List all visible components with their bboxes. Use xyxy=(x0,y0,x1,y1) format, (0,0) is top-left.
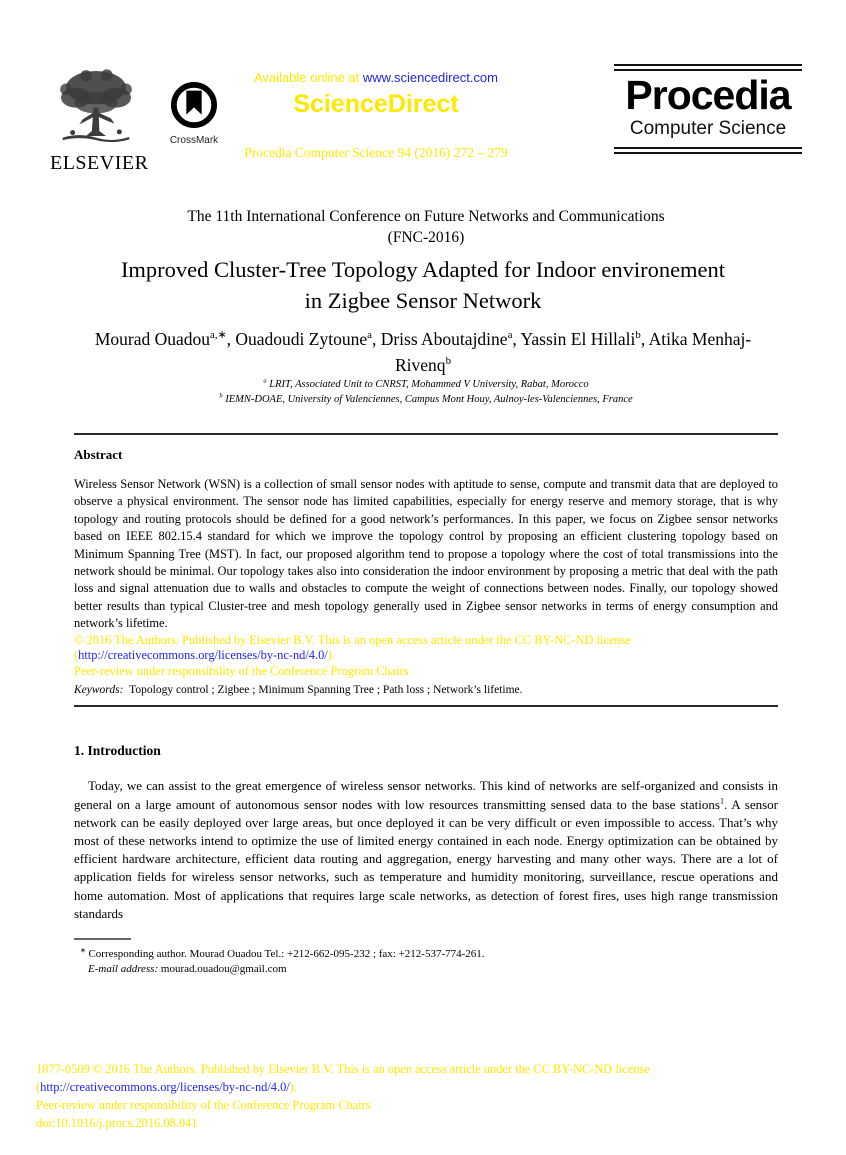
footnote-block xyxy=(74,938,778,977)
footnote-marker: ∗ xyxy=(80,947,86,955)
conference-line2: (FNC-2016) xyxy=(387,229,465,246)
elsevier-tree-icon xyxy=(54,133,138,150)
journal-citation-line: Procedia Computer Science 94 (2016) 272 – 279 xyxy=(244,145,508,160)
license-paren-close: ). xyxy=(327,648,335,663)
license-line3: Peer-review under responsibility of the Conference Program Chairs xyxy=(74,663,409,678)
footer-block xyxy=(36,1060,796,1132)
crossmark-badge[interactable] xyxy=(165,82,223,146)
footer-doi: doi:10.1016/j.procs.2016.08.041 xyxy=(36,1116,198,1130)
sciencedirect-logo: ScienceDirect xyxy=(293,90,459,118)
affiliation-list: $^a$ LRIT, Associated Unit to CNRST, Mohammed V University, Rabat, Morocco $^b$ IEMN-DOAE, University of Valenciennes, Campus Mont Houy, Aulnoy-les-Valenciennes, France xyxy=(219,377,633,405)
elsevier-logo xyxy=(50,66,149,175)
footer-license-line xyxy=(36,1078,796,1096)
divider-below-keywords xyxy=(74,705,778,707)
keywords-label: Keywords: xyxy=(74,684,124,697)
license-paren-open: ( xyxy=(74,648,79,663)
email-line xyxy=(74,962,778,977)
procedia-logo-title: Procedia xyxy=(625,72,791,118)
crossmark-icon xyxy=(171,115,217,132)
abstract-text: Wireless Sensor Network (WSN) is a collection of small sensor nodes with aptitude to sense, compute and transmit data that are deployed to observe a physical environment. The sensor node has limited capabilities, especially for energy reserve and memory storage, that is why topology and routing protocols should be defined for a good network’s performances. In this paper, we focus on Zigbee sensor networks based on IEEE 802.15.4 standard for which we improve the topology control by proposing an efficient clustering topology based on Minimum Spanning Tree (MST). In fact, our proposed algorithm tend to propose a topology where the cost of total transmissions into the network should be minimal. Our topology takes also into consideration the indoor environment by proposing a metric that deal with the path loss and signal attenuation due to walls and obstacles to compute the weight of connections between nodes. Finally, our topology showed better results than typical Cluster-tree and mesh topology generally used in Zigbee sensor networks in terms of energy consumption and network’s lifetime. xyxy=(74,477,778,631)
procedia-logo-subtitle: Computer Science xyxy=(629,118,787,140)
divider-above-abstract xyxy=(74,433,778,435)
introduction-heading: 1. Introduction xyxy=(74,743,161,759)
license-line1: © 2016 The Authors. Published by Elsevier B.V. This is an open access article under the CC BY-NC-ND license xyxy=(74,632,631,647)
header-center xyxy=(228,70,524,161)
paper-title-line1: Improved Cluster-Tree Topology Adapted for Indoor environement xyxy=(120,257,726,282)
conference-title xyxy=(74,206,778,248)
sciencedirect-link[interactable]: www.sciencedirect.com xyxy=(362,70,498,85)
intro-text-after-ref: . A sensor network can be easily deployed over large areas, but once deployed it can be very difficult or even impossible to access. That’s why most of these networks intend to optimize the use of limited energy contained in each node. Energy optimization can be obtained by efficient hardware architecture, efficient data routing and aggregation, energy harvesting and many other ways. There are a lot of application fields for wireless sensor networks, such as temperature and humidity monitoring, surveillance, rescue operations and home automation. Most of applications that requires large scale networks, as detection of forest fires, uses high range transmission standards xyxy=(74,796,779,921)
footer-paren-close: ). xyxy=(289,1080,297,1094)
email-label: E-mail address: xyxy=(88,963,159,975)
footnote-reference[interactable]: 1 xyxy=(719,796,724,806)
paper-title-line2: in Zigbee Sensor Network xyxy=(304,288,542,313)
crossmark-label: CrossMark xyxy=(169,135,219,146)
available-online-text: Available online at xyxy=(253,70,363,85)
elsevier-logo-text: ELSEVIER xyxy=(50,152,149,174)
footnote-rule xyxy=(74,938,131,940)
email-address: mourad.ouadou@gmail.com xyxy=(158,963,287,975)
keywords-text: Topology control ; Zigbee ; Minimum Spanning Tree ; Path loss ; Network’s lifetime. xyxy=(129,684,523,697)
corresponding-author-text: Corresponding author. Mourad Ouadou Tel.: +212-662-095-232 ; fax: +212-537-774-261. xyxy=(85,948,485,960)
conference-line1: The 11th International Conference on Future Networks and Communications xyxy=(187,208,665,225)
procedia-bottom-rules xyxy=(614,147,802,154)
keywords-line xyxy=(74,684,778,696)
procedia-logo xyxy=(614,64,802,154)
paper-title xyxy=(60,254,786,316)
available-online-line xyxy=(228,70,524,85)
footer-paren-open: ( xyxy=(36,1080,41,1094)
license-line2 xyxy=(74,648,778,664)
abstract-heading: Abstract xyxy=(74,447,123,462)
footer-copyright-line: 1877-0509 © 2016 The Authors. Published by Elsevier B.V. This is an open access article under the CC BY-NC-ND license xyxy=(36,1062,650,1076)
corresponding-author-note xyxy=(74,947,778,962)
introduction-paragraph xyxy=(74,777,778,923)
author-list: Mourad Ouadou$^{a,∗}$, Ouadoudi Zytoune$^a$, Driss Aboutajdine$^a$, Yassin El Hillali$^b$, Atika Menhaj-Rivenq$^b$ xyxy=(94,329,752,375)
license-url-link[interactable]: http://creativecommons.org/licenses/by-nc-nd/4.0/ xyxy=(78,648,328,663)
content-column xyxy=(74,433,778,923)
intro-text-before-ref: Today, we can assist to the great emergence of wireless sensor networks. This kind of networks are self-organized and consists in general on a large amount of autonomous sensor nodes with low resources transmitting sensed data to the base stations xyxy=(74,778,778,812)
footer-peer-review-line: Peer-review under responsibility of the Conference Program Chairs xyxy=(36,1098,371,1112)
procedia-top-rules xyxy=(614,64,802,71)
footer-license-url-link[interactable]: http://creativecommons.org/licenses/by-nc-nd/4.0/ xyxy=(40,1080,290,1094)
